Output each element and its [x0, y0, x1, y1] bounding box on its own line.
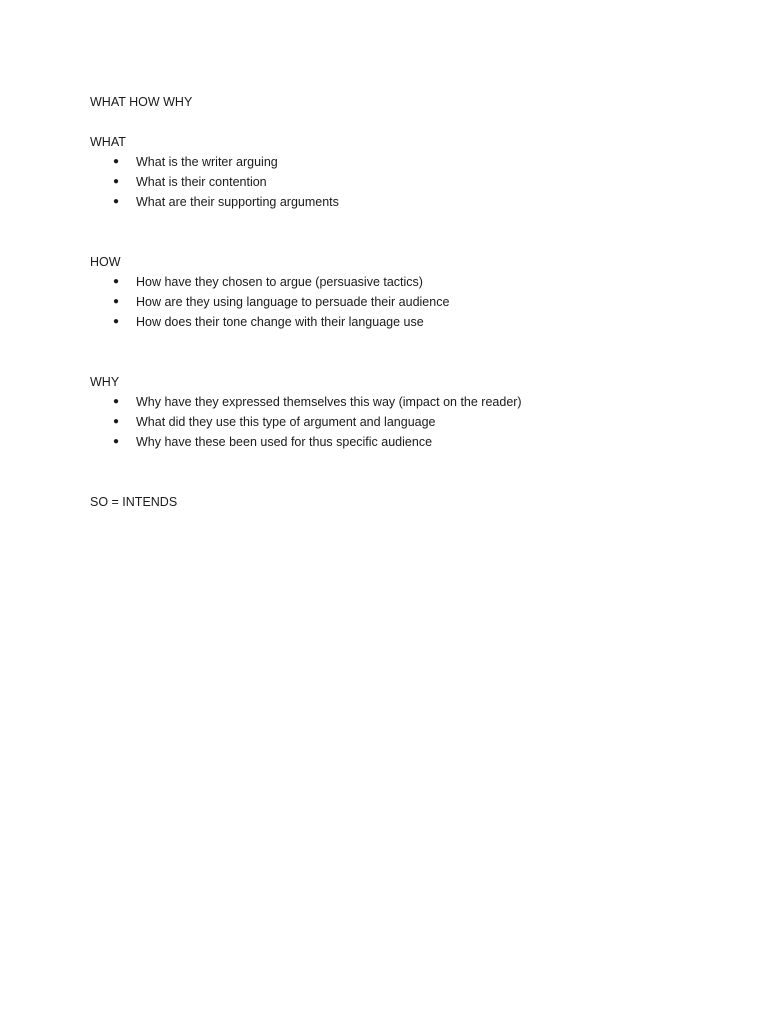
- bullet-dot: ●: [113, 176, 120, 187]
- bullet-dot: ●: [113, 416, 120, 427]
- bullet-dot: ●: [113, 276, 120, 287]
- list-item: Why have these been used for thus specific audience: [136, 435, 433, 449]
- list-item: What is the writer arguing: [136, 155, 278, 169]
- section-heading-how: HOW: [90, 255, 121, 269]
- bullet-dot: ●: [113, 396, 120, 407]
- bullet-dot: ●: [113, 156, 120, 167]
- list-item: How are they using language to persuade their audience: [136, 295, 450, 309]
- document-title: WHAT HOW WHY: [90, 95, 193, 109]
- bullet-dot: ●: [113, 296, 120, 307]
- list-item: What did they use this type of argument and language: [136, 415, 436, 429]
- bullet-dot: ●: [113, 436, 120, 447]
- list-item: What is their contention: [136, 175, 267, 189]
- list-item: How does their tone change with their language use: [136, 315, 424, 329]
- list-item: Why have they expressed themselves this way (impact on the reader): [136, 395, 522, 409]
- bullet-dot: ●: [113, 316, 120, 327]
- list-item: How have they chosen to argue (persuasive tactics): [136, 275, 423, 289]
- list-item: What are their supporting arguments: [136, 195, 339, 209]
- bullet-dot: ●: [113, 196, 120, 207]
- summary-line: SO = INTENDS: [90, 495, 178, 509]
- section-heading-why: WHY: [90, 375, 120, 389]
- section-heading-what: WHAT: [90, 135, 126, 149]
